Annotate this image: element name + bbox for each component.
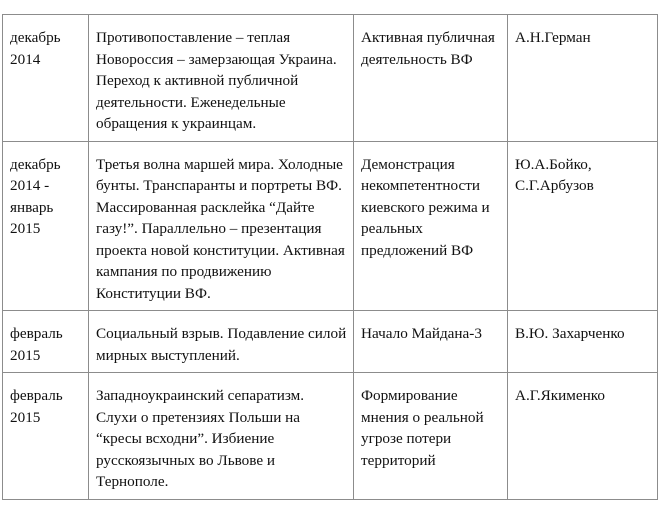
event-cell — [89, 141, 354, 311]
responsible-text: В.Ю. Захарченко — [515, 325, 625, 342]
goal-cell — [354, 141, 508, 311]
goal-text: Демонстрация некомпетентности киевского режима и реальных предложений ВФ — [361, 155, 490, 259]
period-cell — [3, 15, 89, 142]
table-row — [3, 141, 658, 311]
event-text: Третья волна маршей мира. Холодные бунты. Транспаранты и портреты ВФ. Массированная расклейка “Дайте газу!”. Параллельно – презентация проекта новой конституции. Активная кампания по продвижению Конституции ВФ. — [96, 155, 345, 302]
period-text: декабрь 2014 — [10, 29, 61, 68]
table-row — [3, 15, 658, 142]
responsible-cell — [508, 141, 658, 311]
event-cell — [89, 15, 354, 142]
goal-text: Формирование мнения о реальной угрозе потери территорий — [361, 387, 484, 469]
event-cell — [89, 373, 354, 500]
period-text: февраль 2015 — [10, 325, 63, 364]
period-cell — [3, 141, 89, 311]
event-cell — [89, 311, 354, 373]
goal-text: Активная публичная деятельность ВФ — [361, 29, 495, 68]
event-text: Западноукраинский сепаратизм. Слухи о претензиях Польши на “кресы всходни”. Избиение русскоязычных во Львове и Тернополе. — [96, 387, 305, 490]
responsible-text: А.Г.Якименко — [515, 387, 605, 404]
goal-text: Начало Майдана-3 — [361, 325, 482, 342]
table-row — [3, 311, 658, 373]
event-text: Социальный взрыв. Подавление силой мирных выступлений. — [96, 325, 347, 364]
responsible-cell — [508, 373, 658, 500]
responsible-text: Ю.А.Бойко, С.Г.Арбузов — [515, 155, 594, 194]
goal-cell — [354, 15, 508, 142]
period-cell — [3, 373, 89, 500]
responsible-text: А.Н.Герман — [515, 29, 591, 46]
table-row — [3, 373, 658, 500]
responsible-cell — [508, 311, 658, 373]
period-text: февраль 2015 — [10, 387, 63, 426]
plan-table — [2, 14, 658, 500]
period-cell — [3, 311, 89, 373]
period-text: декабрь 2014 - январь 2015 — [10, 155, 61, 237]
goal-cell — [354, 373, 508, 500]
event-text: Противопоставление – теплая Новороссия – замерзающая Украина. Переход к активной публичной деятельности. Еженедельные обращения к украинцам. — [96, 29, 337, 132]
goal-cell — [354, 311, 508, 373]
responsible-cell — [508, 15, 658, 142]
